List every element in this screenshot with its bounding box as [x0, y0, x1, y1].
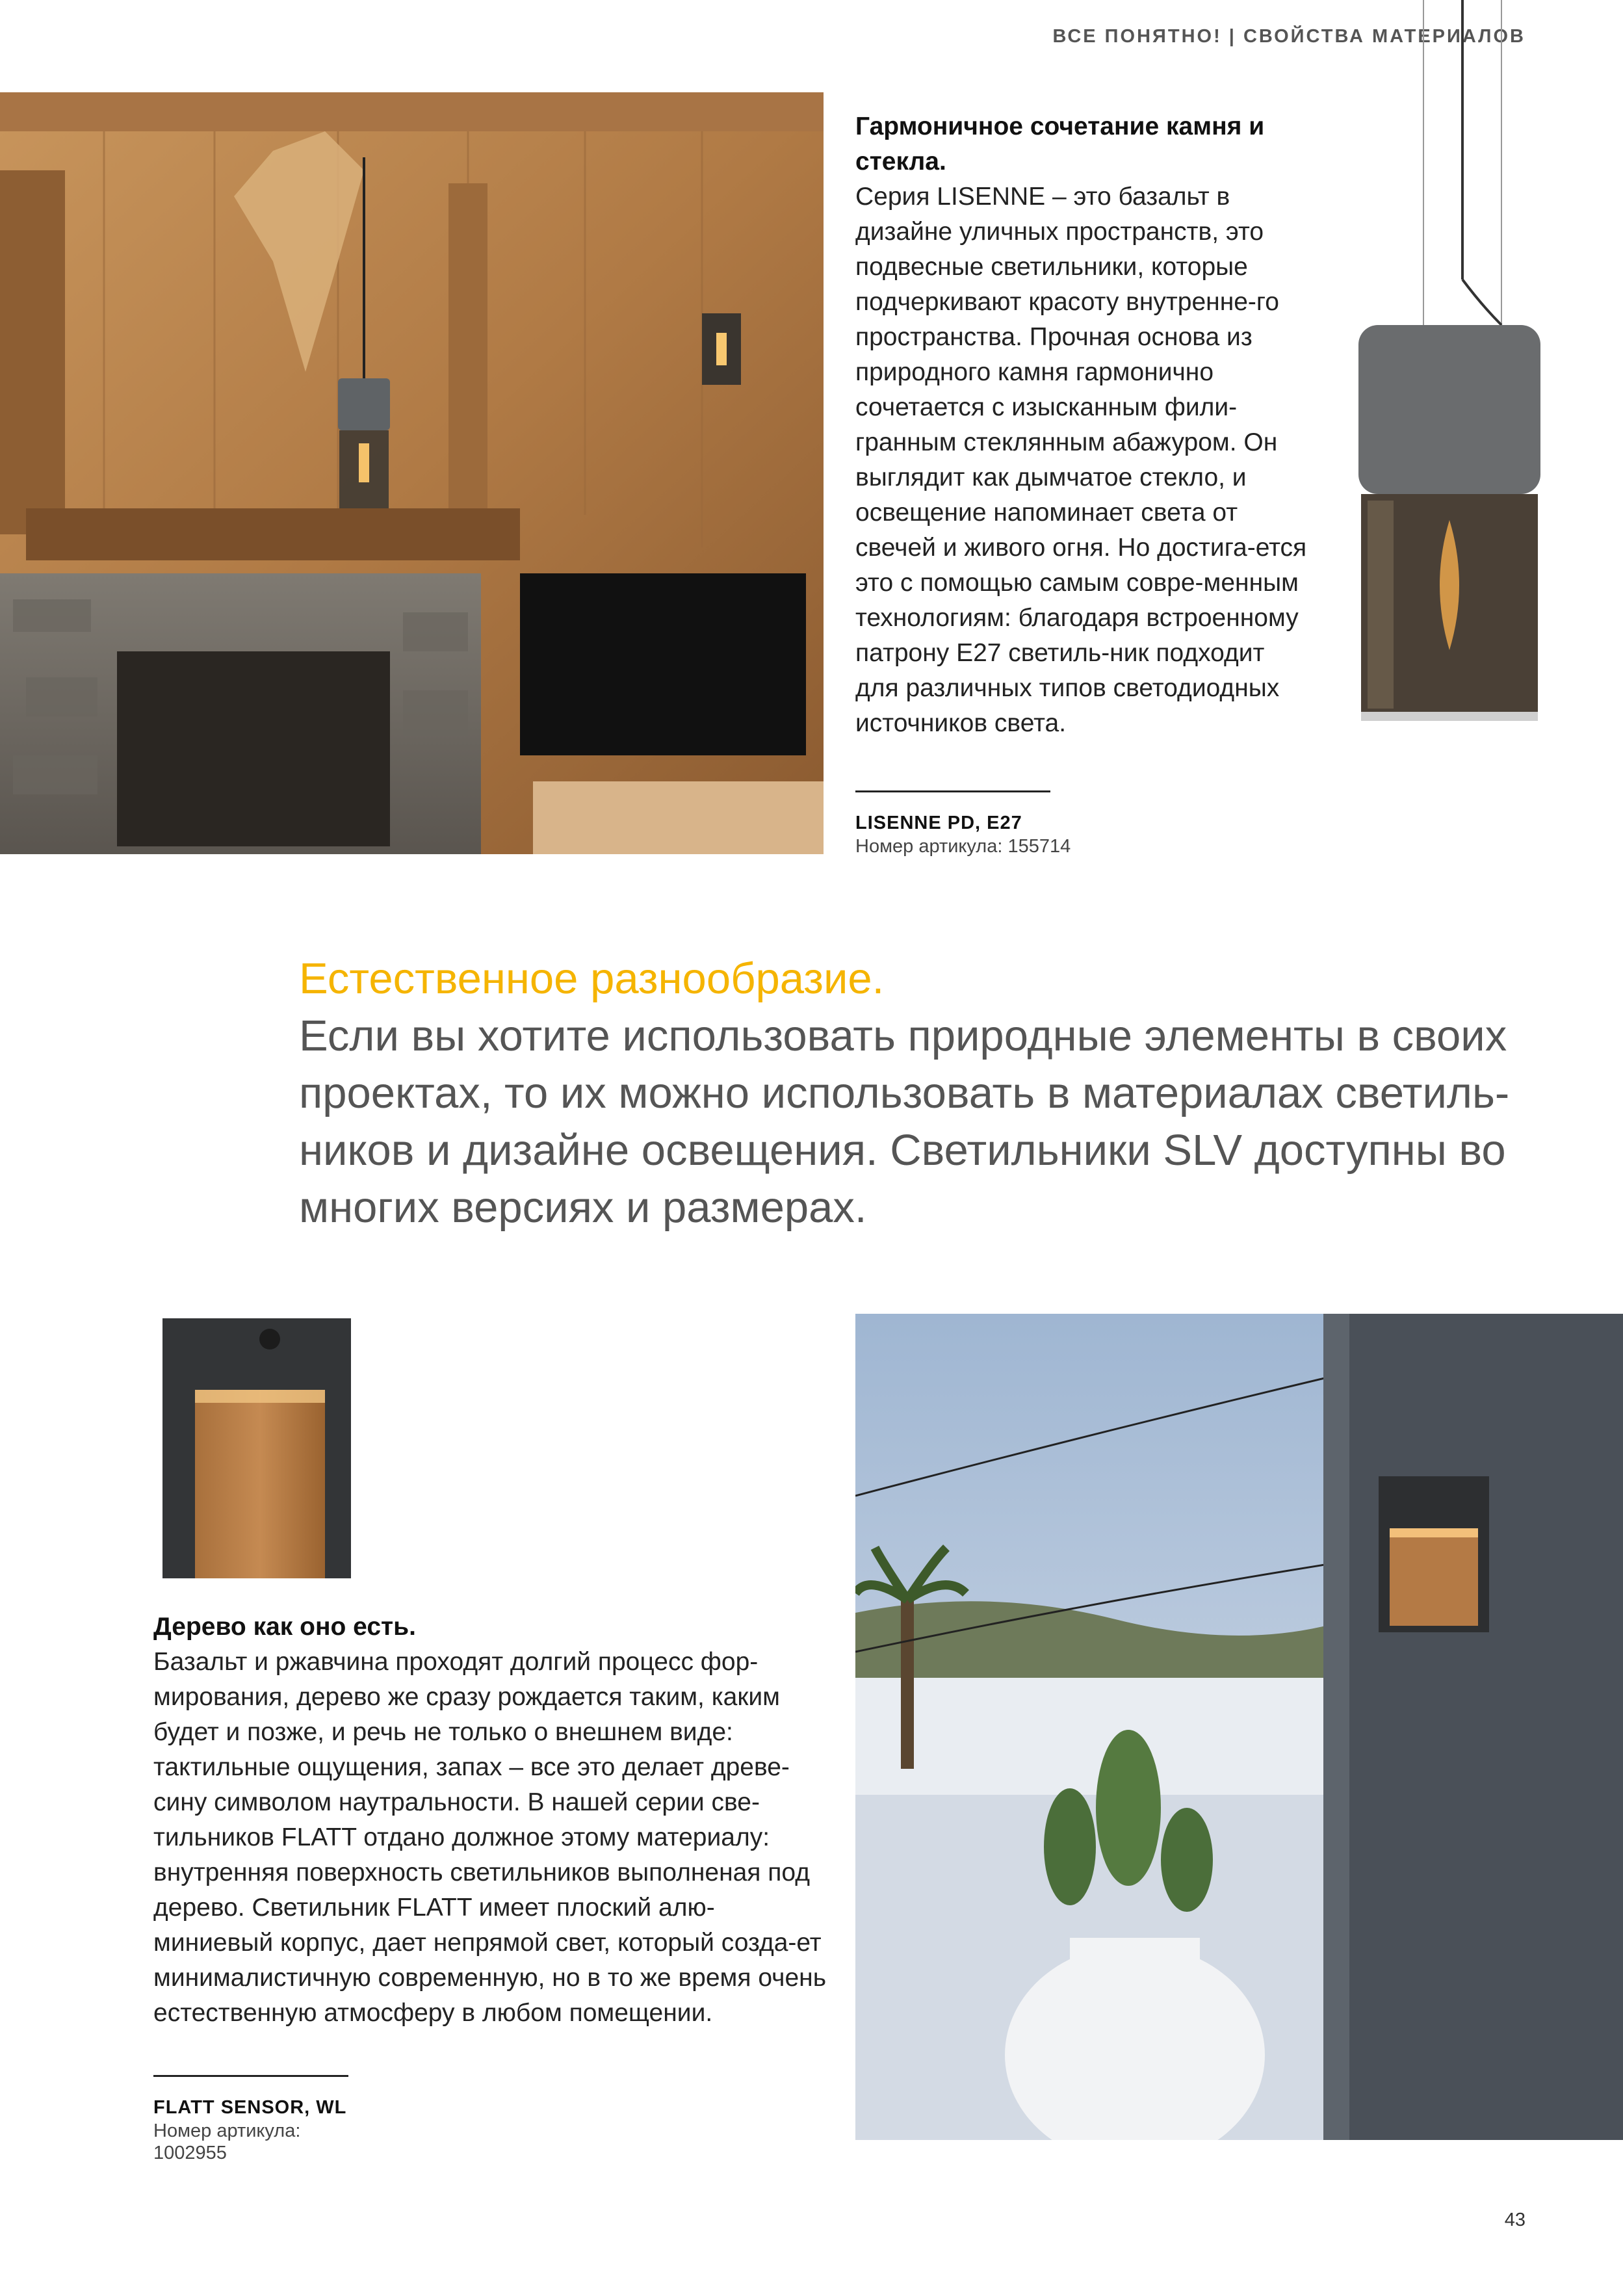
flatt-rule [153, 2075, 348, 2077]
interior-photo [0, 92, 824, 854]
flatt-body: Базальт и ржавчина проходят долгий процесс фор-мирования, дерево же сразу рождается таким, каким будет и позже, и речь не только о внешнем виде: тактильные ощущения, запах – все это делает древе-сину символом наутральности. В нашей серии све-тильников FLATT отдано должное этому материалу: внутренняя поверхность светильников выполненая под дерево. Светильник FLATT имеет плоский алю-миниевый корпус, дает непрямой свет, который созда-ет минималистичную современную, но в то же время очень естественную атмосферу в любом помещении. [153, 1648, 827, 2027]
intro-block [299, 950, 1560, 1236]
flatt-description [153, 1610, 829, 2031]
lisenne-body: Серия LISENNE – это базальт в дизайне уличных пространств, это подвесные светильники, которые подчеркивают красоту внутренне-го пространства. Прочная основа из природного камня гармонично сочетается с изысканным фили-гранным стеклянным абажуром. Он выглядит как дымчатое стекло, и освещение напоминает света от свечей и живого огня. Но достига-ется это с помощью самым совре-менным технологиям: благодаря встроенному патрону E27 светиль-ник подходит для различных типов светодиодных источников света. [855, 183, 1307, 737]
lisenne-lamp-photo [1352, 0, 1547, 741]
lisenne-rule [855, 790, 1050, 792]
terrace-photo [855, 1314, 1623, 2140]
lisenne-heading: Гармоничное сочетание камня и стекла. [855, 112, 1265, 176]
lisenne-description [855, 109, 1310, 741]
flatt-lamp-photo [156, 1312, 357, 1585]
lisenne-article-number: Номер артикула: 155714 [855, 836, 1071, 857]
intro-accent-heading: Естественное разнообразие. [299, 954, 885, 1003]
page-number: 43 [1504, 2210, 1526, 2230]
intro-text: Если вы хотите использовать природные элементы в своих проектах, то их можно использовать в материалах светиль-ников и дизайне освещения. Светильники SLV доступны во многих версиях и размерах. [299, 1011, 1510, 1232]
flatt-product-name: FLATT SENSOR, WL [153, 2097, 347, 2118]
section-breadcrumb: ВСЕ ПОНЯТНО! | СВОЙСТВА МАТЕРИАЛОВ [1052, 26, 1526, 47]
flatt-heading: Дерево как оно есть. [153, 1613, 416, 1641]
lisenne-product-name: LISENNE PD, E27 [855, 813, 1022, 833]
flatt-article-number: Номер артикула: 1002955 [153, 2120, 301, 2163]
